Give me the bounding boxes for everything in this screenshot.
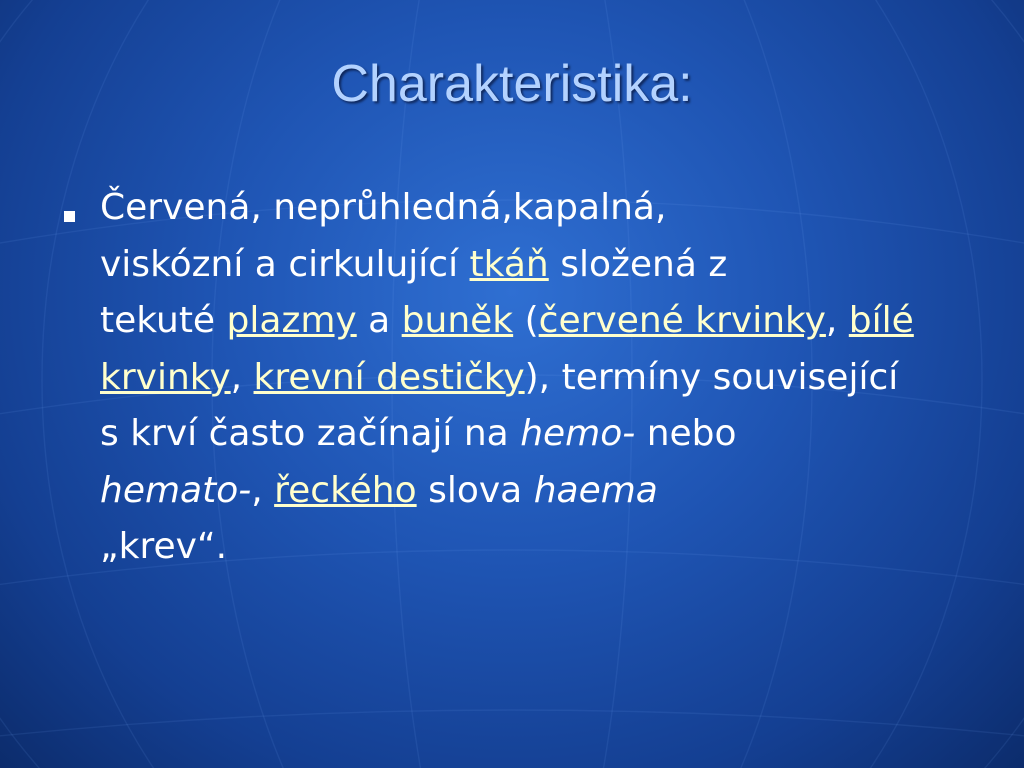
- text-segment: a: [356, 300, 402, 341]
- italic-haema: haema: [533, 469, 658, 511]
- text-segment: ), termíny související s krví často začínají na: [100, 356, 899, 454]
- link-krevni-desticky[interactable]: krevní destičky: [253, 356, 525, 398]
- link-reckeho[interactable]: řeckého: [274, 469, 417, 511]
- text-segment: ,: [251, 469, 275, 511]
- italic-hemo: hemo-: [520, 413, 636, 454]
- text-segment: viskózní a cirkulující: [100, 243, 470, 285]
- link-tkan[interactable]: tkáň: [469, 243, 549, 285]
- text-segment: tekuté: [100, 300, 227, 341]
- bullet-text: [100, 180, 920, 576]
- text-segment: ,: [230, 356, 254, 398]
- text-segment: slova: [416, 469, 534, 511]
- link-bunek[interactable]: buněk: [401, 300, 514, 341]
- slide-title: Charakteristika:: [331, 55, 693, 113]
- bullet-marker: [64, 211, 75, 222]
- text-segment: složená z: [548, 243, 728, 285]
- text-segment: nebo: [635, 413, 737, 454]
- link-bile-krvinky[interactable]: bílé krvinky: [100, 300, 914, 398]
- text-line: Červená, neprůhledná,kapalná,: [100, 187, 667, 228]
- text-segment: ,: [825, 300, 849, 341]
- link-cervene-krvinky[interactable]: červené krvinky: [538, 300, 826, 341]
- link-plazmy[interactable]: plazmy: [226, 300, 357, 341]
- text-segment: „krev“.: [100, 526, 228, 567]
- text-segment: (: [513, 300, 539, 341]
- italic-hemato: hemato-: [100, 469, 252, 511]
